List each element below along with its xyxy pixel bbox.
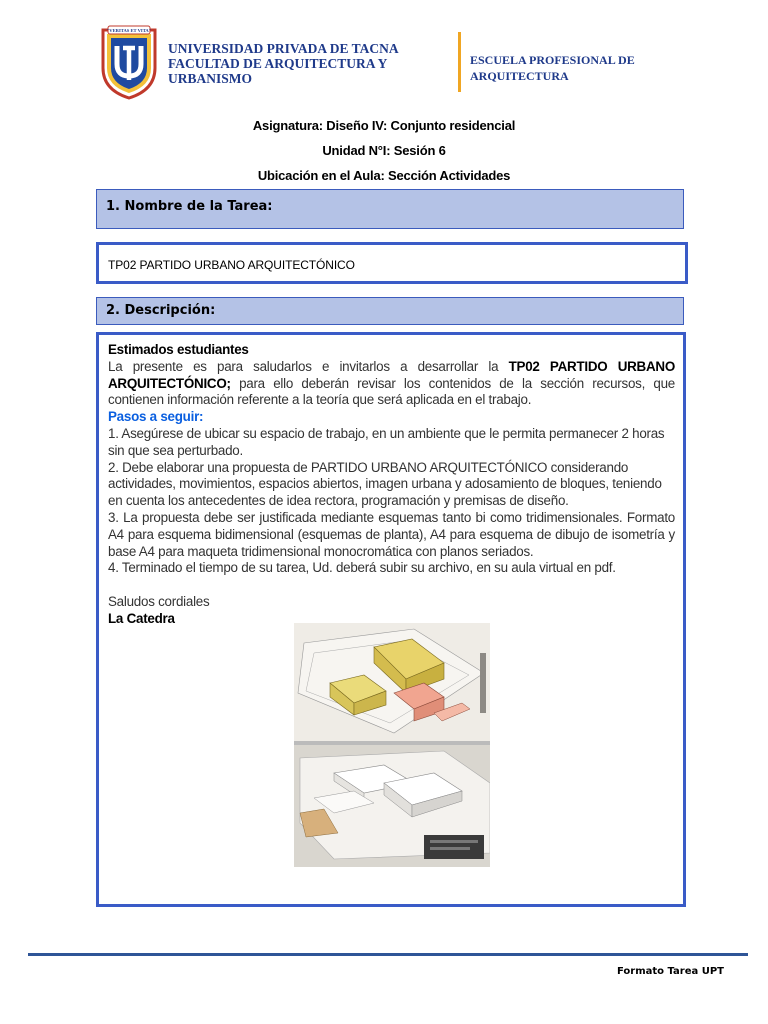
intro-pre: La presente es para saludarlos e invitarlos a desarrollar la [108,358,509,374]
steps-title: Pasos a seguir: [108,409,204,425]
subject-line: Asignatura: Diseño IV: Conjunto residencial [252,118,516,133]
task-name-heading: 1. Nombre de la Tarea: [96,189,684,229]
university-name [168,41,448,86]
greeting: Estimados estudiantes [108,342,249,357]
intro-post: para ello deberán revisar los contenidos de la sección recursos, que contienen información referente a la teoría que será aplicada en el trabajo. [108,375,675,408]
spacer [108,577,675,594]
signature: La Catedra [108,610,175,626]
task-name: TP02 PARTIDO URBANO ARQUITECTÓNICO [108,258,355,272]
closing: Saludos cordiales [108,593,210,609]
intro-highlight: TP02 PARTIDO URBANO ARQUITECTÓNICO; [108,358,675,391]
school-line-1: ESCUELA PROFESIONAL DE [470,53,635,67]
step-2: 2. Debe elaborar una propuesta de PARTIDO URBANO ARQUITECTÓNICO considerando actividades, movimientos, espacios abiertos, imagen urbana y adosamiento de bloques, teniendo en cuenta los antecedentes de idea rectora, programación y premisas de diseño. [108,459,662,509]
school-name [470,52,690,84]
unit-line: Unidad N°I: Sesión 6 [322,143,446,158]
model-photo [294,623,490,867]
step-4: 4. Terminado el tiempo de su tarea, Ud. deberá subir su archivo, en su aula virtual en pdf. [108,560,616,576]
university-line-2: FACULTAD DE ARQUITECTURA Y [168,56,388,71]
intro-paragraph [108,359,675,409]
university-line-1: UNIVERSIDAD PRIVADA DE TACNA [168,41,399,56]
task-name-box [96,242,688,284]
step-3: 3. La propuesta debe ser justificada mediante esquemas tanto bi como tridimensionales. Formato A4 para esquema bidimensional (esquemas de planta), A4 para esquema de dibujo de isometría y base A4 para maqueta tridimensional monocromática con planos seriados. [108,509,675,559]
university-line-3: URBANISMO [168,71,253,86]
description-heading: 2. Descripción: [96,297,684,325]
course-meta [0,113,768,188]
school-line-2: ARQUITECTURA [470,69,569,83]
university-logo-icon [100,24,158,100]
footer-label: Formato Tarea UPT [616,966,724,977]
logo-motto: "VERITAS ET VITA" [106,28,152,34]
location-line: Ubicación en el Aula: Sección Actividades [257,168,511,183]
footer-divider [28,953,748,956]
model-photo-illustration [294,623,490,867]
description-box [96,332,686,907]
step-1: 1. Asegúrese de ubicar su espacio de trabajo, en un ambiente que le permita permanecer 2 horas sin que sea perturbado. [108,425,665,458]
header-divider [458,32,461,92]
